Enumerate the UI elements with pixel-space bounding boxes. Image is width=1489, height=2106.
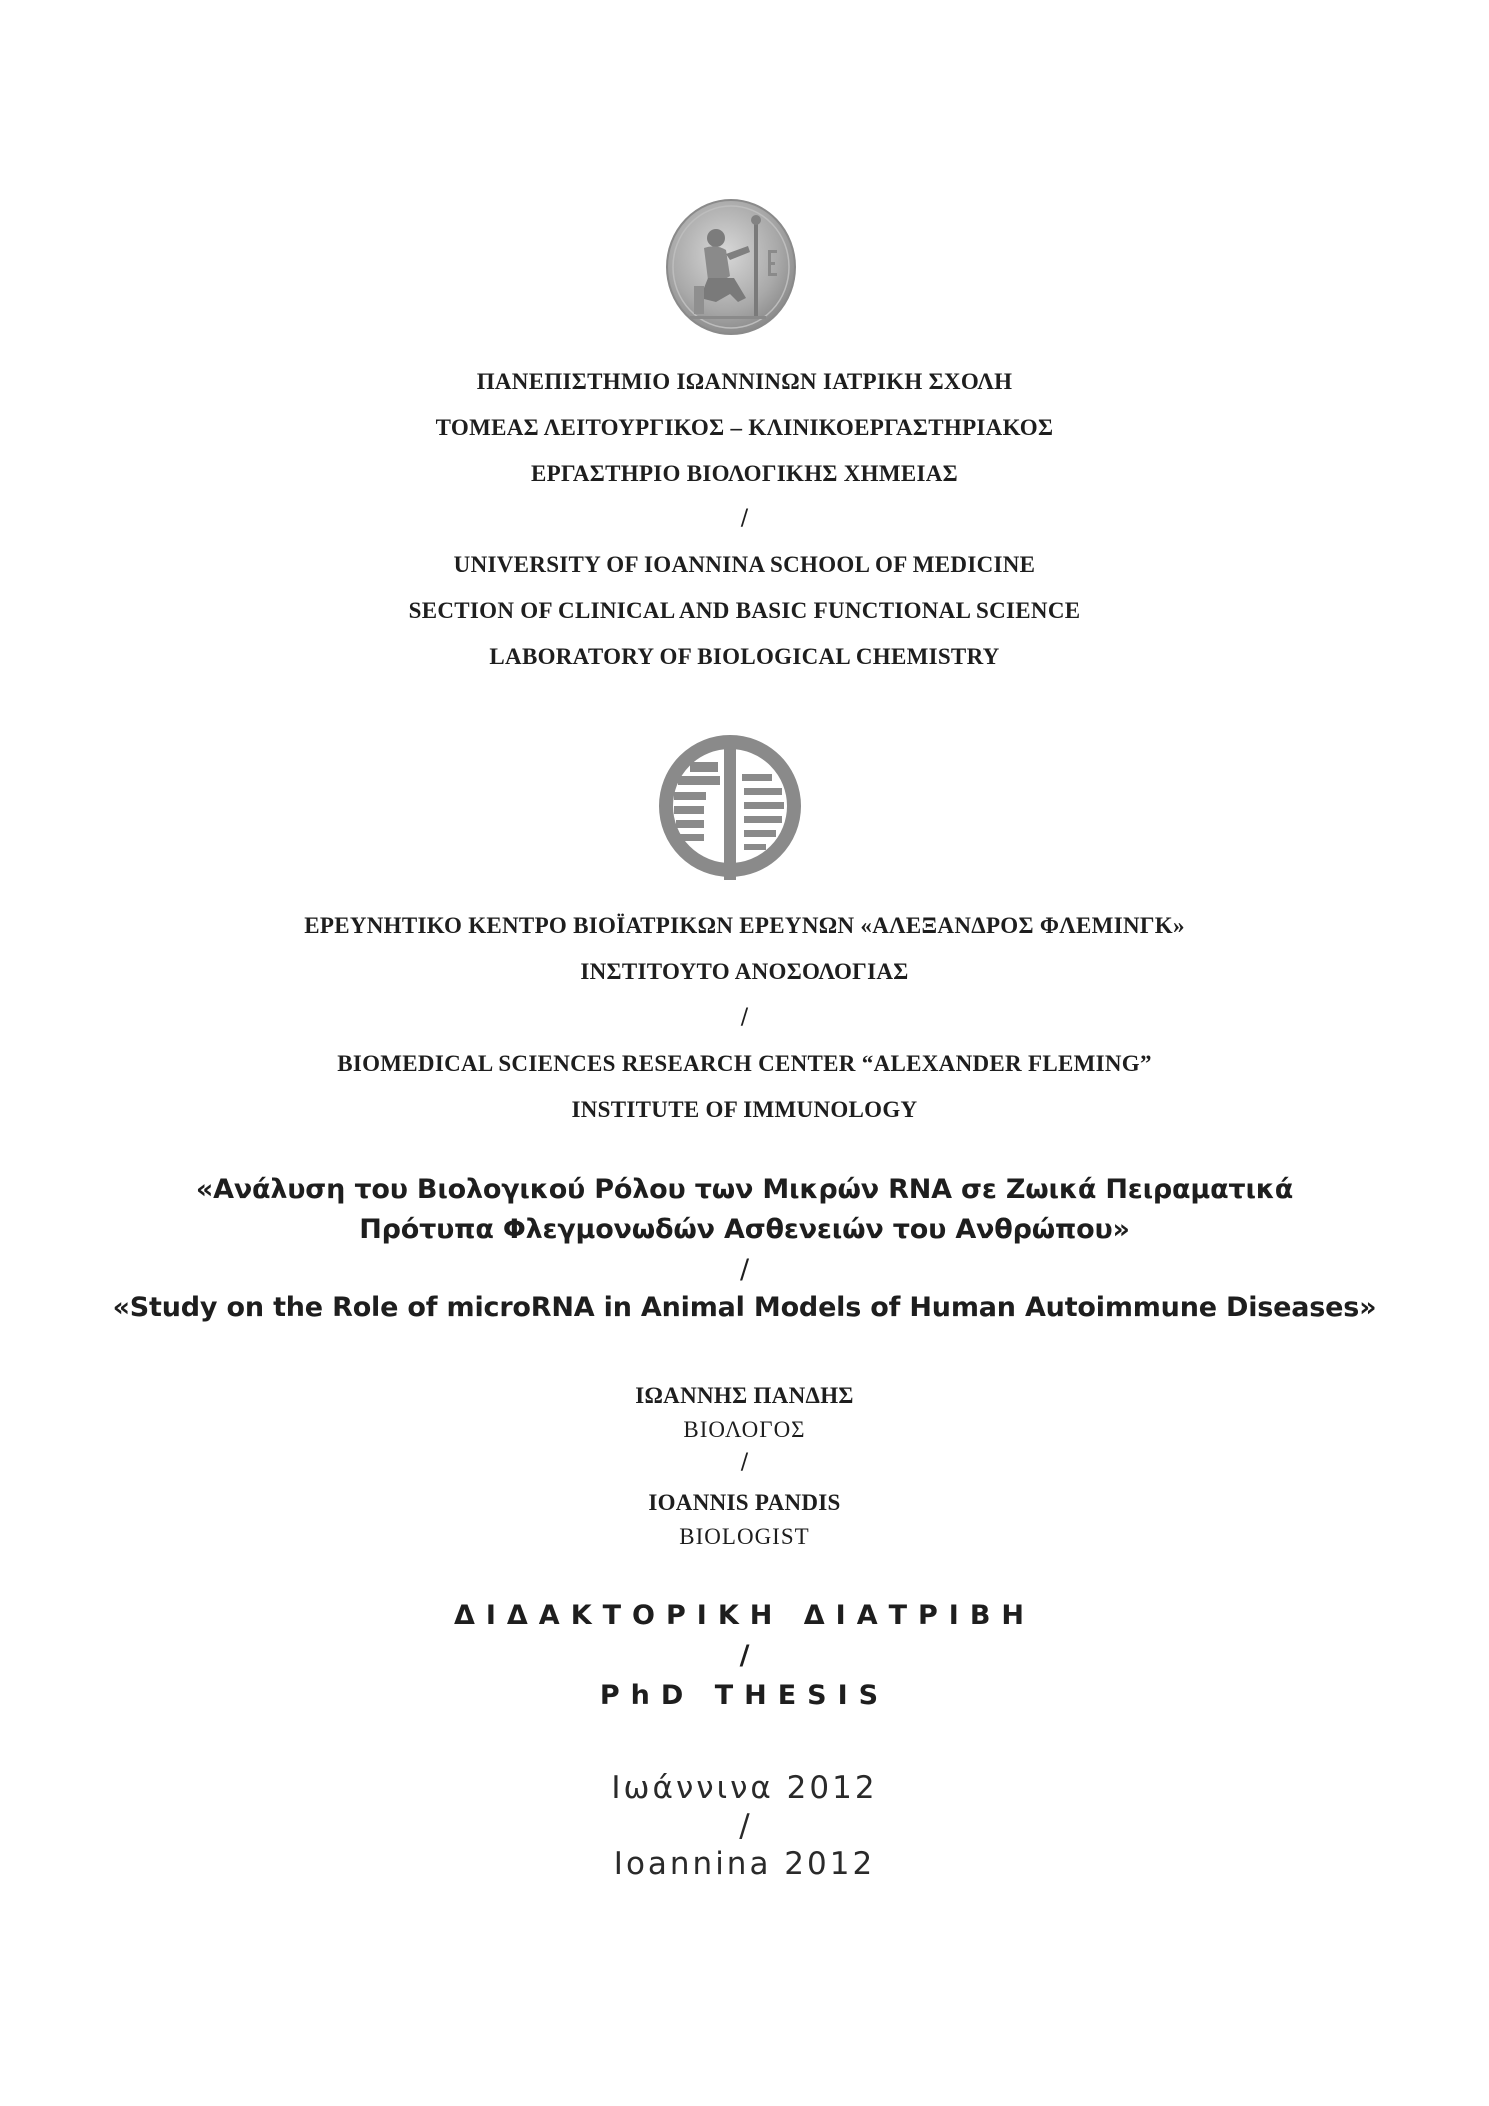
thesis-title-greek-line1: «Ανάλυση του Βιολογικού Ρόλου των Μικρών RNA σε Ζωικά Πειραματικά <box>195 1174 1294 1205</box>
place-date-separator: / <box>739 1808 750 1844</box>
university-name-english: UNIVERSITY OF IOANNINA SCHOOL OF MEDICINE <box>453 552 1036 577</box>
university-name-greek: ΠΑΝΕΠΙΣΤΗΜΙΟ ΙΩΑΝΝΙΝΩΝ ΙΑΤΡΙΚΗ ΣΧΟΛΗ <box>476 369 1013 394</box>
author-role-english: BIOLOGIST <box>679 1524 810 1549</box>
institute-name-greek: ΙΝΣΤΙΤΟΥΤΟ ΑΝΟΣΟΛΟΓΙΑΣ <box>580 959 909 984</box>
laboratory-name-greek: ΕΡΓΑΣΤΗΡΙΟ ΒΙΟΛΟΓΙΚΗΣ ΧΗΜΕΙΑΣ <box>530 461 959 486</box>
section-name-greek: ΤΟΜΕΑΣ ΛΕΙΤΟΥΡΓΙΚΟΣ – ΚΛΙΝΙΚΟΕΡΓΑΣΤΗΡΙΑΚΟΣ <box>435 415 1054 440</box>
degree-greek: ΔΙΔΑΚΤΟΡΙΚΗ ΔΙΑΤΡΙΒΗ <box>453 1600 1036 1631</box>
university-coin-seal-icon <box>664 198 798 336</box>
thesis-title-greek-line2: Πρότυπα Φλεγμονωδών Ασθενειών του Ανθρώπου» <box>359 1214 1130 1245</box>
place-date-english: Ioannina 2012 <box>613 1846 876 1882</box>
degree-separator: / <box>739 1640 750 1671</box>
thesis-title-separator: / <box>740 1254 749 1285</box>
section-name-english: SECTION OF CLINICAL AND BASIC FUNCTIONAL SCIENCE <box>408 598 1081 623</box>
research-center-name-greek: ΕΡΕΥΝΗΤΙΚΟ ΚΕΝΤΡΟ ΒΙΟΪΑΤΡΙΚΩΝ ΕΡΕΥΝΩΝ «ΑΛΕΞΑΝΔΡΟΣ ΦΛΕΜΙΝΓΚ» <box>304 913 1185 938</box>
author-name-greek: ΙΩΑΝΝΗΣ ΠΑΝΔΗΣ <box>635 1383 854 1408</box>
place-date-greek: Ιωάννινα 2012 <box>611 1770 878 1806</box>
laboratory-name-english: LABORATORY OF BIOLOGICAL CHEMISTRY <box>489 644 1000 669</box>
thesis-title-english: «Study on the Role of microRNA in Animal Models of Human Autoimmune Diseases» <box>112 1292 1377 1323</box>
author-role-greek: ΒΙΟΛΟΓΟΣ <box>683 1417 806 1442</box>
research-center-name-english: BIOMEDICAL SCIENCES RESEARCH CENTER “ALEXANDER FLEMING” <box>337 1051 1152 1076</box>
university-separator: / <box>740 506 749 531</box>
institute-name-english: INSTITUTE OF IMMUNOLOGY <box>571 1097 918 1122</box>
degree-english: PhD THESIS <box>599 1680 890 1711</box>
fleming-institute-logo-icon <box>658 732 802 882</box>
research-center-separator: / <box>740 1005 749 1030</box>
author-name-english: IOANNIS PANDIS <box>648 1490 841 1515</box>
author-separator: / <box>740 1450 749 1475</box>
